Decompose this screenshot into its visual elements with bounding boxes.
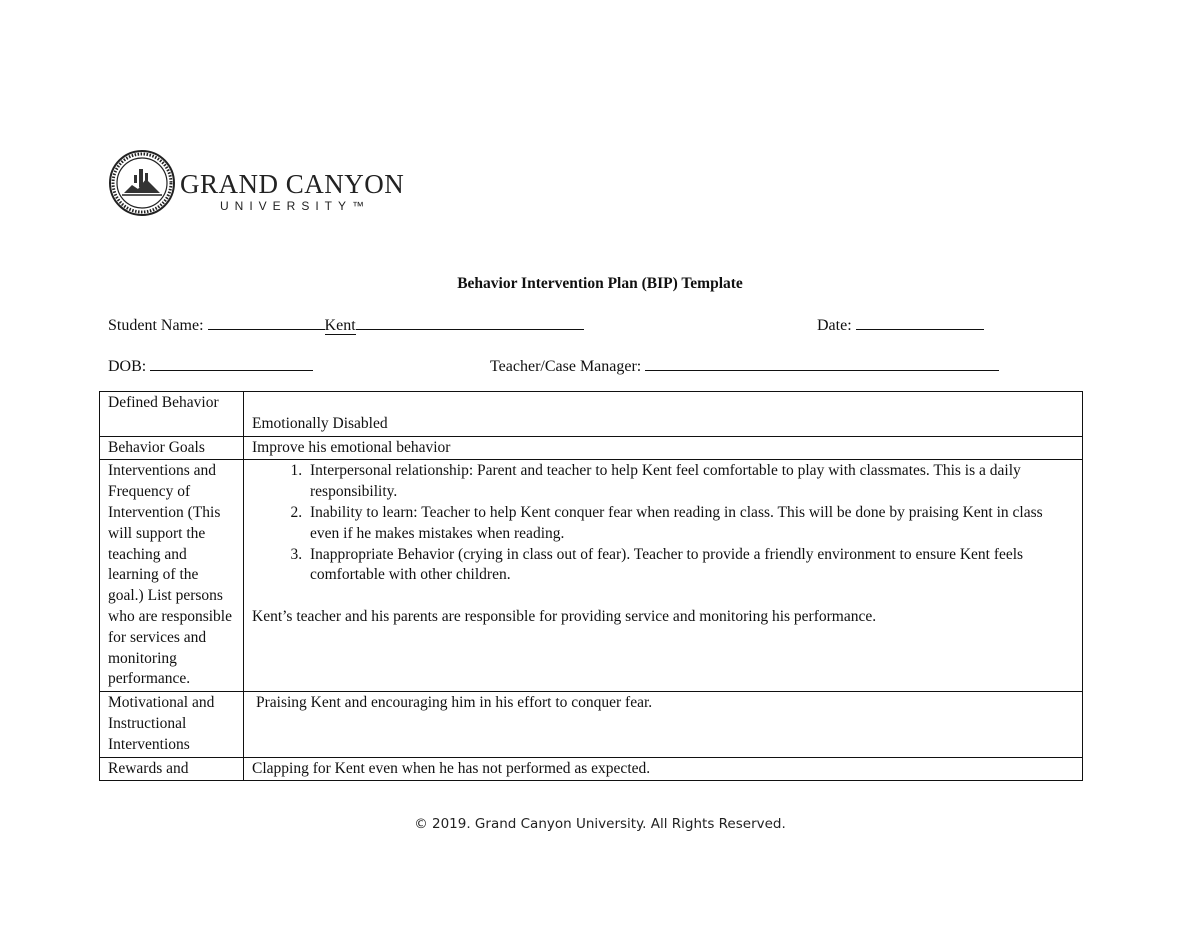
logo-subtitle: UNIVERSITY™ [220, 199, 371, 213]
behavior-goals-value: Improve his emotional behavior [244, 436, 1083, 460]
teacher-line [490, 355, 999, 376]
motivational-text: Praising Kent and encouraging him in his effort to conquer fear. [256, 694, 653, 712]
university-seal-icon [108, 149, 176, 217]
table-row [100, 436, 1083, 460]
bip-table [99, 391, 1083, 781]
dob-line [108, 355, 313, 376]
logo-wordmark: GRAND CANYON [180, 169, 405, 199]
student-name-blank-before [208, 314, 325, 330]
motivational-label: Motivational and Instructional Interventions [100, 692, 244, 757]
interventions-list [252, 461, 1074, 586]
defined-behavior-value [244, 392, 1083, 437]
list-item: 1. Interpersonal relationship: Parent and teacher to help Kent feel comfortable to play with classmates. This is a daily responsibility. [306, 461, 1074, 503]
teacher-blank[interactable] [645, 355, 999, 371]
student-name-line [108, 314, 584, 335]
list-item: 3. Inappropriate Behavior (crying in class out of fear). Teacher to provide a friendly environment to ensure Kent feels comfortable with other children. [306, 545, 1074, 587]
defined-behavior-label: Defined Behavior [100, 392, 244, 437]
date-label: Date: [817, 317, 852, 334]
date-line [817, 314, 984, 335]
student-name-value[interactable]: Kent [324, 317, 356, 334]
motivational-value [244, 692, 1083, 757]
student-name-blank-after [356, 314, 584, 330]
table-row [100, 392, 1083, 437]
interventions-label: Interventions and Frequency of Intervention (This will support the teaching and learning of the goal.) List persons who are responsible for services and monitoring performance. [100, 460, 244, 692]
document-title: Behavior Intervention Plan (BIP) Template [457, 275, 743, 292]
table-row [100, 460, 1083, 692]
responsibility-note: Kent’s teacher and his parents are responsible for providing service and monitoring his performance. [252, 608, 877, 626]
teacher-label: Teacher/Case Manager: [490, 358, 642, 375]
list-item: 2. Inability to learn: Teacher to help Kent conquer fear when reading in class. This will be done by praising Kent in class even if he makes mistakes when reading. [306, 503, 1074, 545]
table-row [100, 757, 1083, 781]
copyright-footer: © 2019. Grand Canyon University. All Rights Reserved. [414, 816, 786, 832]
behavior-goals-label: Behavior Goals [100, 436, 244, 460]
rewards-label: Rewards and [100, 757, 244, 781]
interventions-value [244, 460, 1083, 692]
table-row [100, 692, 1083, 757]
student-name-label: Student Name: [108, 317, 204, 334]
rewards-value: Clapping for Kent even when he has not performed as expected. [244, 757, 1083, 781]
defined-behavior-text: Emotionally Disabled [252, 414, 388, 432]
date-blank[interactable] [856, 314, 984, 330]
dob-label: DOB: [108, 358, 147, 375]
university-logo [108, 149, 408, 219]
dob-blank[interactable] [150, 355, 313, 371]
